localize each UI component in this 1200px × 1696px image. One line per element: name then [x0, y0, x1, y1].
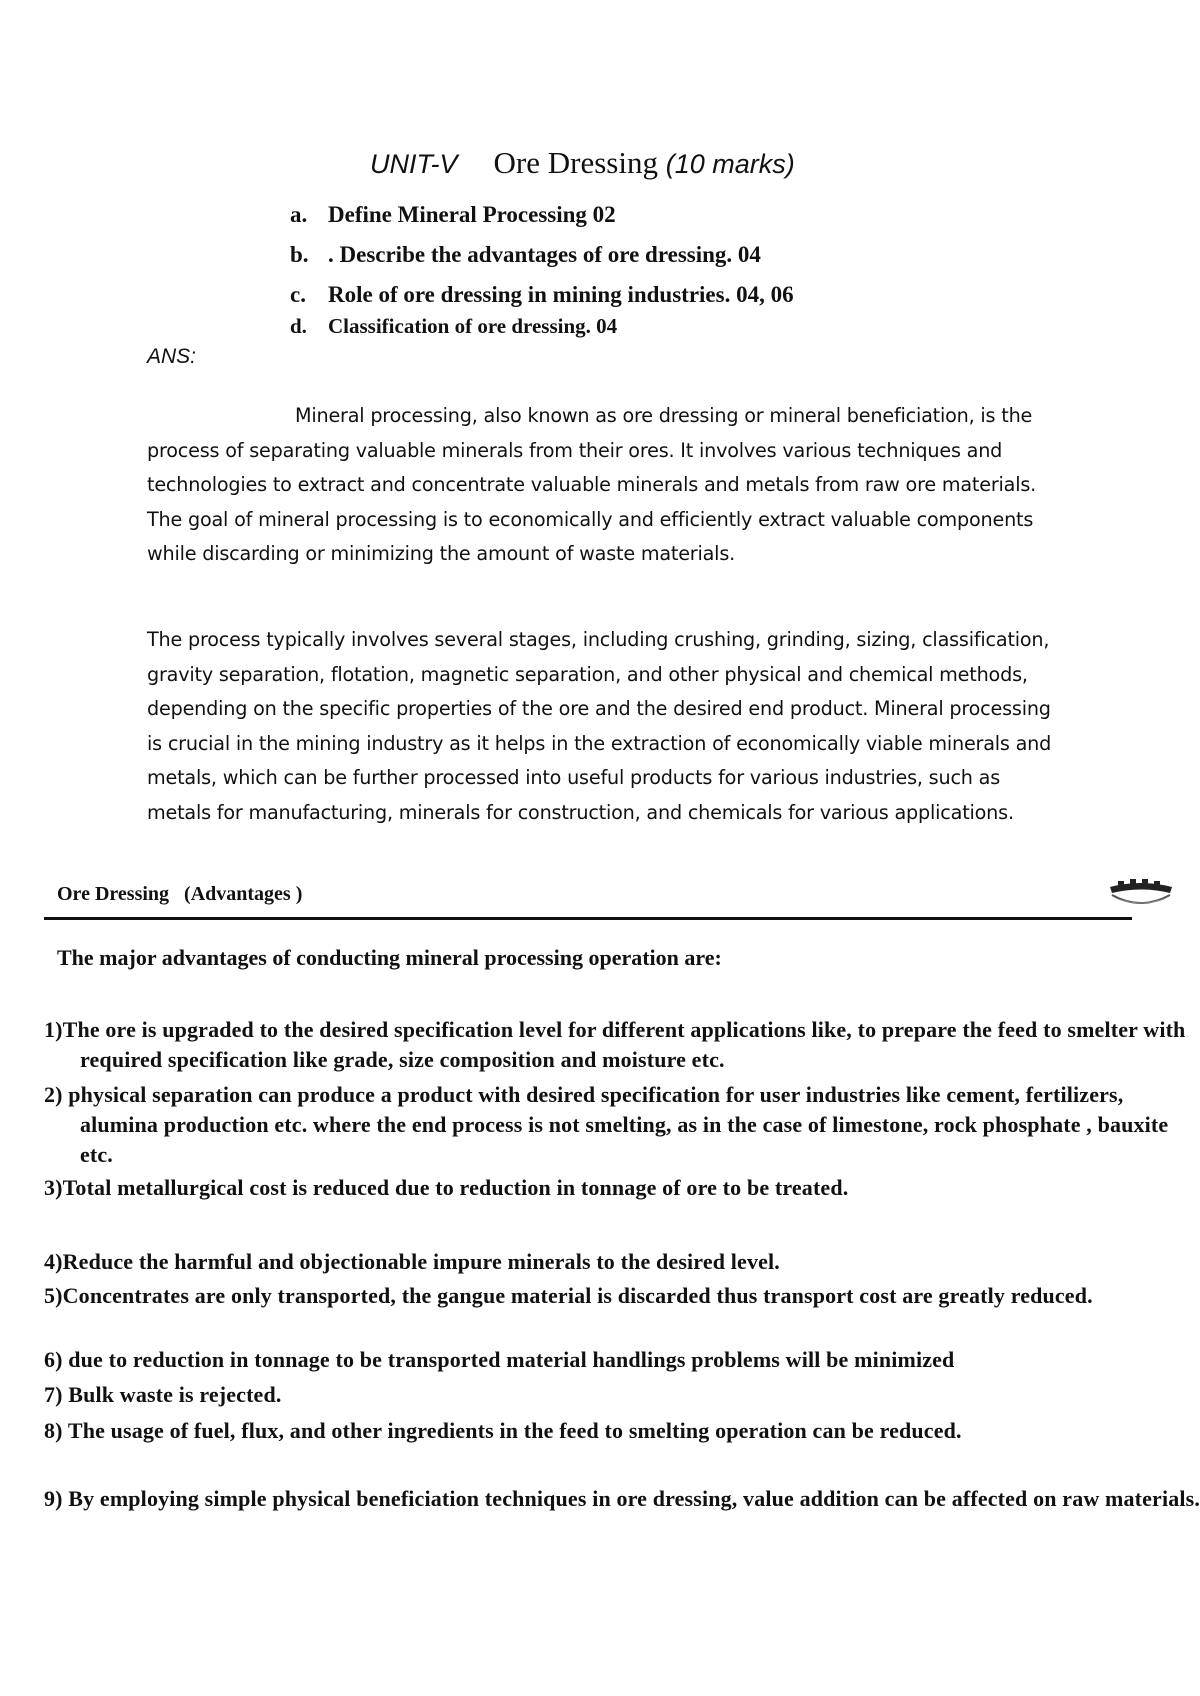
advantage-item: 4)Reduce the harmful and objectionable impure minerals to the desired level. [44, 1249, 780, 1274]
question-item: d. Classification of ore dressing. 04 [290, 314, 618, 338]
advantage-item: 1)The ore is upgraded to the desired specification level for different applications like, to prepare the feed to smelter with required specification like grade, size composition and moisture etc. [44, 1017, 1186, 1072]
question-item: b. . Describe the advantages of ore dressing. 04 [290, 242, 761, 267]
topic-name: Ore Dressing [493, 145, 658, 180]
advantages-intro: The major advantages of conducting mineral processing operation are: [57, 945, 722, 970]
question-list [290, 202, 794, 342]
advantage-item: 9) By employing simple physical beneficiation techniques in ore dressing, value addition can be affected on raw materials. [44, 1486, 1200, 1511]
section-header: Ore Dressing (Advantages ) [57, 883, 303, 905]
institution-logo-icon [1108, 877, 1174, 911]
question-item: c. Role of ore dressing in mining industries. 04, 06 [290, 282, 794, 307]
advantage-item: 3)Total metallurgical cost is reduced due to reduction in tonnage of ore to be treated. [44, 1175, 849, 1200]
advantage-item: 5)Concentrates are only transported, the gangue material is discarded thus transport cost are greatly reduced. [44, 1283, 1093, 1308]
question-item: a. Define Mineral Processing 02 [290, 202, 616, 227]
unit-label: UNIT-V [370, 149, 458, 179]
marks-label: (10 marks) [665, 149, 795, 179]
answer-paragraph: Mineral processing, also known as ore dressing or mineral beneficiation, is the process of separating valuable minerals from their ores. It involves various techniques and technologies to extract and concentrate valuable minerals and metals from raw ore materials. The goal of mineral processing is to economically and efficiently extract valuable components while discarding or minimizing the amount of waste materials. [147, 404, 1037, 565]
answer-paragraph: The process typically involves several stages, including crushing, grinding, sizing, classification, gravity separation, flotation, magnetic separation, and other physical and chemical methods, depending on the specific properties of the ore and the desired end product. Mineral processing is crucial in the mining industry as it helps in the extraction of economically viable minerals and metals, which can be further processed into useful products for various industries, such as metals for manufacturing, minerals for construction, and chemicals for various applications. [147, 628, 1052, 824]
answer-label: ANS: [147, 345, 197, 368]
page-title [370, 143, 795, 184]
advantage-item: 2) physical separation can produce a product with desired specification for user industries like cement, fertilizers, alumina production etc. where the end process is not smelting, as in the case of limestone, rock phosphate , bauxite etc. [44, 1082, 1169, 1167]
advantage-item: 6) due to reduction in tonnage to be transported material handlings problems will be minimized [44, 1347, 955, 1372]
advantage-item: 7) Bulk waste is rejected. [44, 1382, 282, 1407]
divider [44, 917, 1132, 920]
advantage-item: 8) The usage of fuel, flux, and other ingredients in the feed to smelting operation can be reduced. [44, 1418, 962, 1443]
